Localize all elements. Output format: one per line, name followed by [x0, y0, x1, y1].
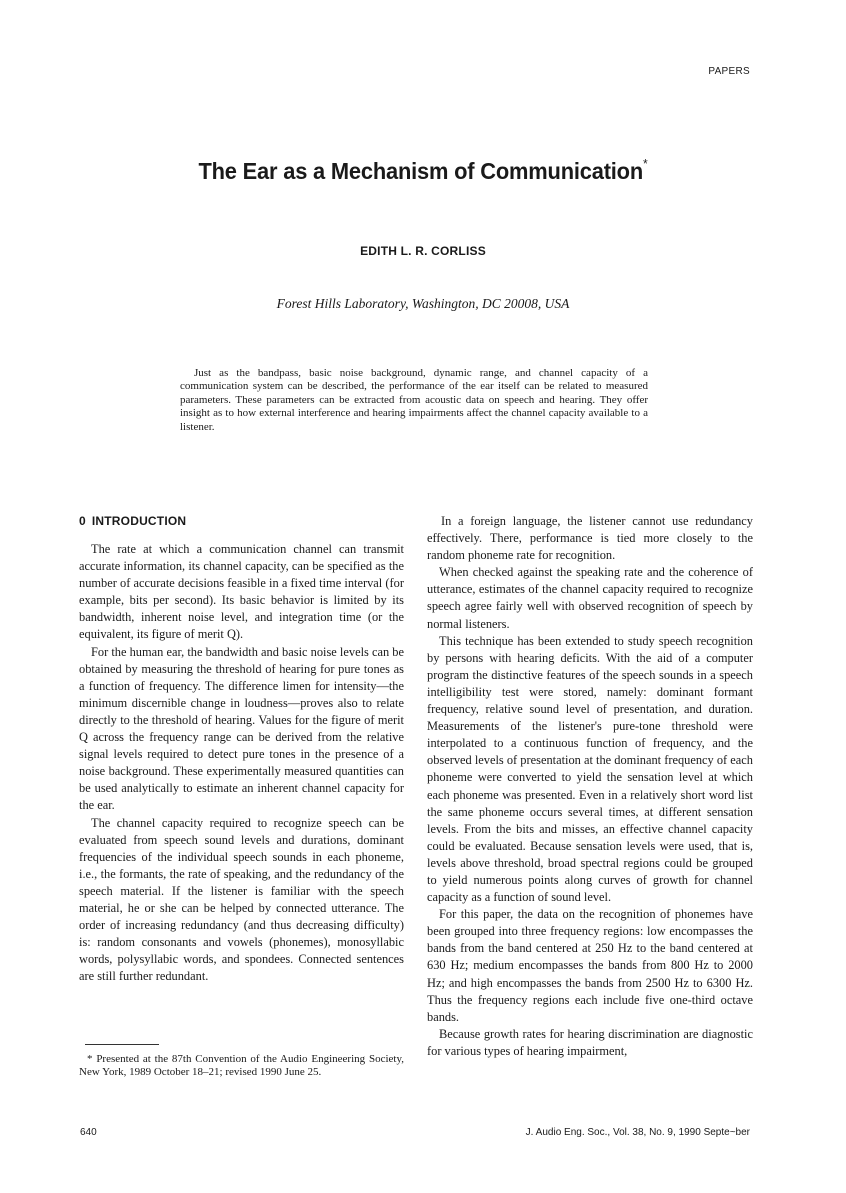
body-paragraph: This technique has been extended to study speech recognition by persons with hearing deficits. With the aid of a computer program the distinctive features of the speech sounds in a speech intelligibility test were stored, namely: dominant formant frequency, relative sound level of presentation, and duration. Measurements of the listener's pure-tone threshold were interpolated to a continuous function of frequency, and the observed levels of presentation at the dominant frequency of each phoneme were converted to yield the sensation level at which each phoneme was presented. Even in a relatively short word list the same phoneme occurs several times, at different sensation levels. From the bits and misses, an effective channel capacity could be evaluated. Because sensation levels were used, that is, levels above threshold, broad spectral regions could be grouped to yield numerous points along curves of growth for channel capacity as a function of sound level.	[427, 633, 753, 905]
author-affiliation: Forest Hills Laboratory, Washington, DC 20008, USA	[276, 296, 570, 311]
abstract: Just as the bandpass, basic noise background, dynamic range, and channel capacity of a communication system can be described, the performance of the ear itself can be related to measured parameters. These parameters can be extracted from acoustic data on speech and hearing. They offer insight as to how external interference and hearing impairments affect the channel capacity available to a listener.	[180, 367, 648, 433]
body-paragraph: When checked against the speaking rate and the coherence of utterance, estimates of the channel capacity required to recognize speech agree fairly well with observed recognition of speech by normal listeners.	[427, 565, 753, 631]
section-number: 0	[79, 514, 86, 528]
title-text: The Ear as a Mechanism of Communication	[198, 158, 644, 184]
body-paragraph: For the human ear, the bandwidth and basic noise levels can be obtained by measuring the threshold of hearing for pure tones as a function of frequency. The difference limen for intensity—the minimum discernible change in loudness—proves also to relate directly to the threshold of hearing. Values for the figure of merit Q across the frequency range can be derived from the relative signal levels required to detect pure tones in the presence of a noise background. These experimentally measured quantities can be used analytically to estimate an inherent channel capacity for the ear.	[79, 644, 404, 813]
left-column	[79, 513, 404, 985]
body-paragraph: For this paper, the data on the recognition of phonemes have been grouped into three frequency regions: low encompasses the bands from the band centered at 250 Hz to the band centered at 630 Hz; medium encompasses the bands from 800 Hz to 2000 Hz; and high encompasses the bands from 2500 Hz to 6300 Hz. Thus the frequency regions each include five one-third octave bands.	[427, 907, 753, 1024]
body-paragraph: In a foreign language, the listener cannot use redundancy effectively. There, performance is tied more closely to the random phoneme rate for recognition.	[427, 514, 753, 563]
author-name: EDITH L. R. CORLISS	[360, 244, 486, 258]
section-label: PAPERS	[708, 66, 750, 77]
title-footnote-mark: *	[643, 156, 648, 171]
body-paragraph: Because growth rates for hearing discrimination are diagnostic for various types of hearing impairment,	[427, 1026, 753, 1058]
section-heading	[79, 513, 404, 530]
footnote: * Presented at the 87th Convention of the Audio Engineering Society, New York, 1989 October 18–21; revised 1990 June 25.	[79, 1053, 404, 1078]
body-paragraph: The channel capacity required to recognize speech can be evaluated from speech sound levels and durations, dominant frequencies of the individual speech sounds in each phoneme, i.e., the formants, the rate of speaking, and the redundancy of the speech material. If the listener is familiar with the speech material, he or she can be helped by connected utterance. The order of increasing redundancy (and thus decreasing difficulty) is: random consonants and vowels (phonemes), monosyllabic words, polysyllabic words, and spondees. Connected sentences are still further redundant.	[79, 815, 404, 984]
footnote-divider	[85, 1044, 159, 1045]
body-paragraph: The rate at which a communication channel can transmit accurate information, its channel capacity, can be specified as the number of accurate decisions feasible in a fixed time interval (for example, bits per second). Its basic behavior is limited by its bandwidth, inherent noise level, and integration time (or the equivalent, its figure of merit Q).	[79, 542, 404, 642]
article-title	[30, 158, 817, 185]
page-number: 640	[80, 1127, 97, 1138]
section-title: INTRODUCTION	[91, 514, 187, 528]
right-column	[427, 513, 753, 1060]
journal-citation: J. Audio Eng. Soc., Vol. 38, No. 9, 1990 Septe~ber	[525, 1127, 750, 1138]
